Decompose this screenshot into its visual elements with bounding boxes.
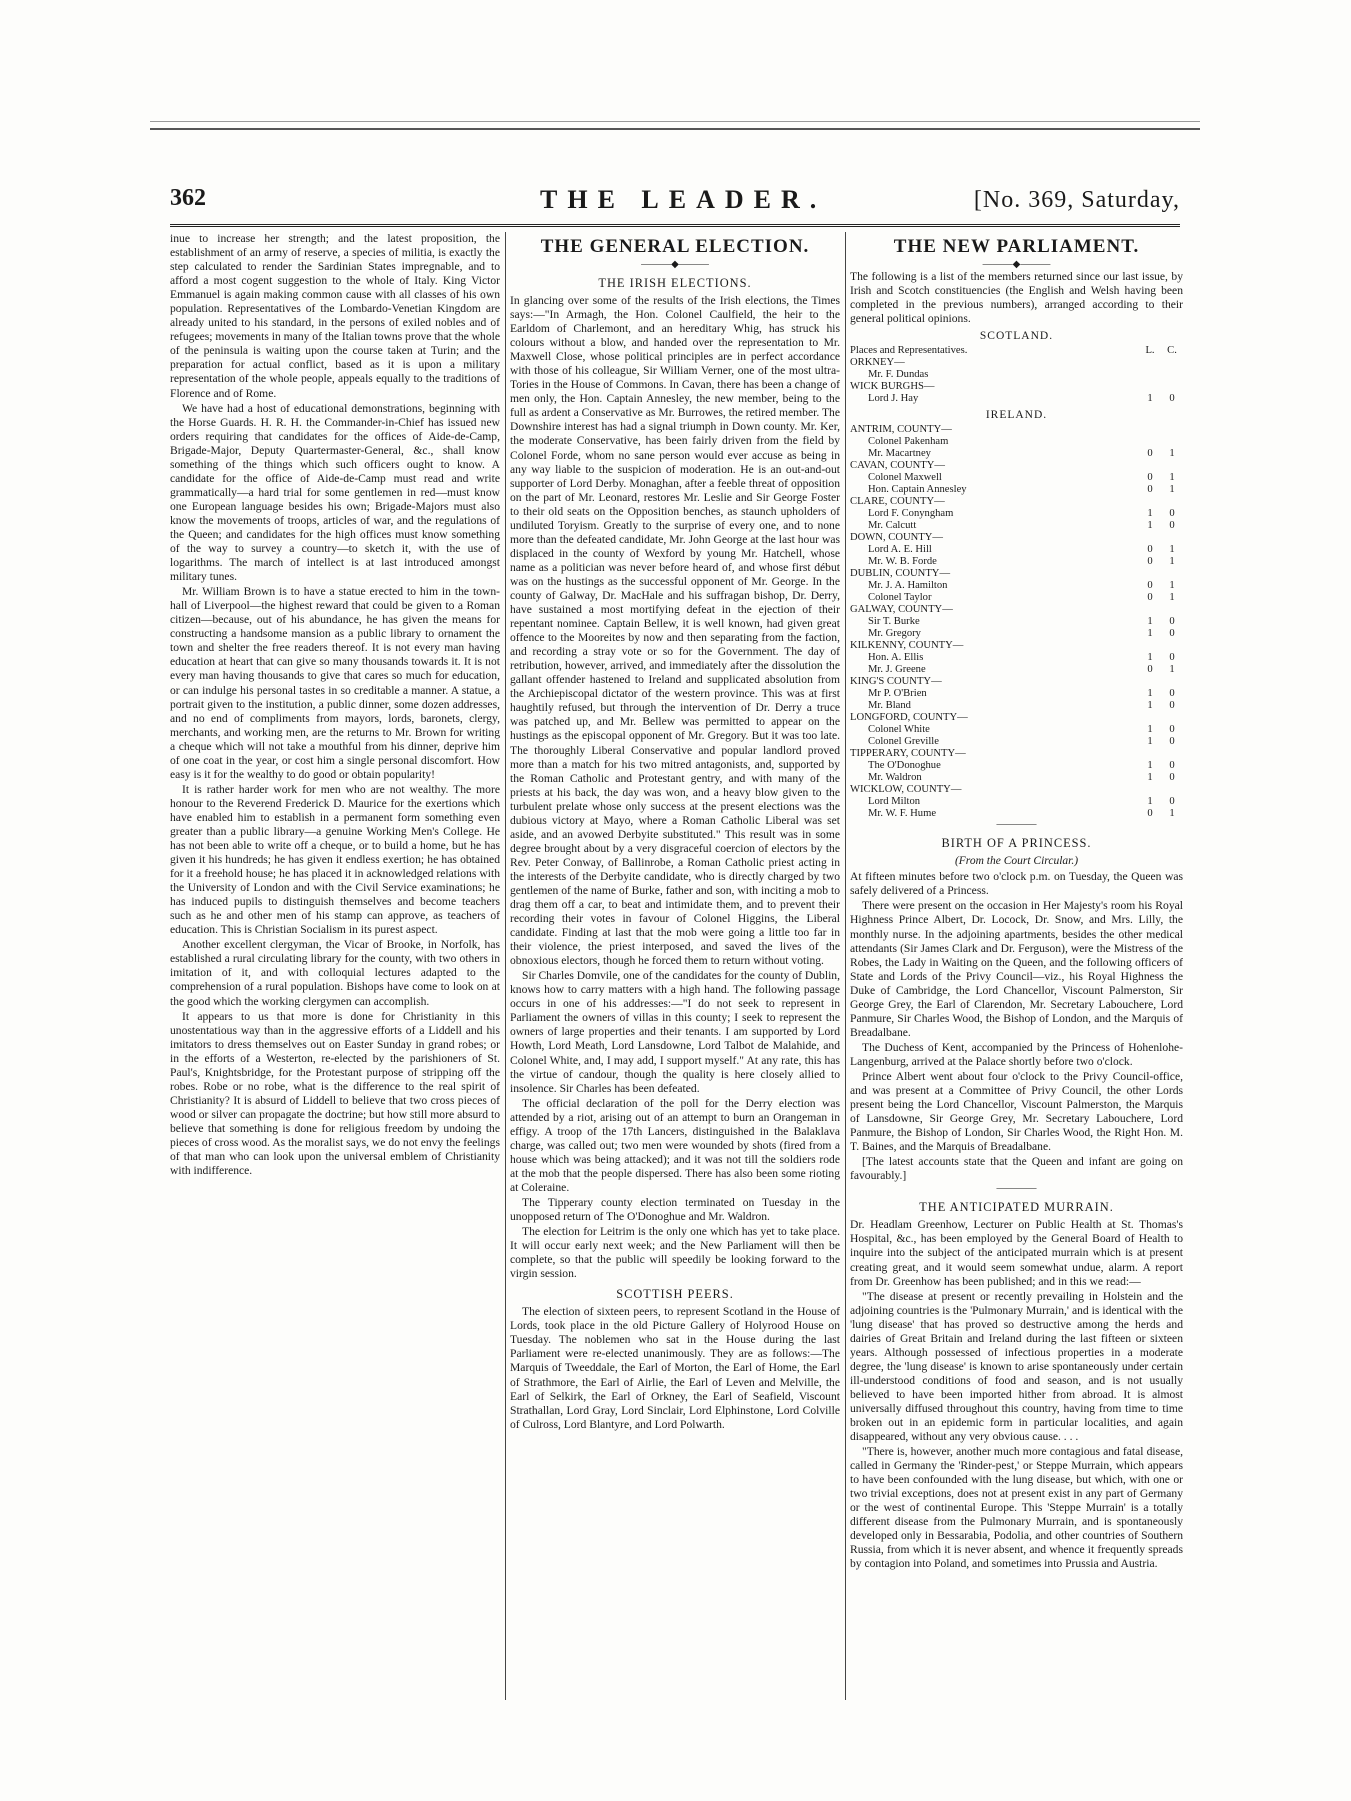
- liberal-count: 1: [1147, 393, 1153, 405]
- conservative-count: 0: [1169, 393, 1175, 405]
- member-name: Mr. W. F. Hume: [868, 808, 937, 820]
- conservative-count: 0: [1169, 652, 1175, 664]
- paragraph: Prince Albert went about four o'clock to the Privy Council-office, and was present at a Committee of Privy Council, the other Lords present being the Lord Chancellor, Viscount Palmerston, the Marquis of Lansdowne, Sir George Grey, Mr. Secretary Labouchere, Lord Panmure, the Bishop of London, Sir Charles Wood, the Right Hon. M. T. Baines, and the Marquis of Breadalbane.: [850, 1069, 1183, 1154]
- member-row: [850, 724, 1183, 736]
- member-name: Mr. J. A. Hamilton: [868, 580, 948, 592]
- column-1: [170, 232, 500, 1700]
- constituency-name: TIPPERARY, COUNTY—: [850, 748, 966, 760]
- conservative-count: 1: [1169, 484, 1175, 496]
- member-name: Lord F. Conyngham: [868, 508, 954, 520]
- constituency-name: KILKENNY, COUNTY—: [850, 640, 964, 652]
- paragraph: The Duchess of Kent, accompanied by the Princess of Hohenlohe-Langenburg, arrived at the Palace shortly before two o'clock.: [850, 1040, 1183, 1068]
- member-name: Mr. F. Dundas: [868, 369, 929, 381]
- member-row: [850, 520, 1183, 532]
- header-places: Places and Representatives.: [850, 345, 968, 357]
- constituency-name: GALWAY, COUNTY—: [850, 604, 953, 616]
- article-heading: BIRTH OF A PRINCESS.: [941, 836, 1092, 851]
- liberal-count: 0: [1147, 808, 1153, 820]
- paragraph: The official declaration of the poll for the Derry election was attended by a riot, arising out of an attempt to burn an Orangeman in effigy. A troop of the 17th Lancers, distinguished in the Balaklava charge, was called out; two men were wounded by shots (fired from a house which was being attacked); and it was not till the soldiers rode at the mob that the people dispersed. There has also been some rioting at Coleraine.: [510, 1096, 840, 1194]
- member-name: Mr P. O'Brien: [868, 688, 927, 700]
- paragraph: In glancing over some of the results of the Irish elections, the Times says:—"In Armagh, the Hon. Colonel Caulfield, the heir to the Earldom of Charlemont, and an hereditary Whig, has struck his colours without a blow, and handed over the representation to Mr. Maxwell Close, whose political principles are in perfect accordance with those of his colleague, Sir William Verner, one of the most ultra-Tories in the House of Commons. In Cavan, there has been a change of men only, the Hon. Captain Annesley, the new member, being to the full as ardent a Conservative as Mr. Burrowes, the retired member. The Downshire interest has had a signal triumph in Down county. Mr. Ker, the moderate Conservative, has been fairly driven from the field by Colonel Forde, whom no sane person would ever accuse as being in any way liable to the suspicion of moderation. He is an out-and-out supporter of Lord Derby. Monaghan, after a feeble threat of opposition on the part of Mr. Leonard, restores Mr. Leslie and Sir George Foster to their old seats on the Opposition benches, as staunch upholders of undiluted Toryism. Greatly to the surprise of every one, and to none more than the defeated candidate, Mr. John George at the last hour was displaced in the county of Wexford by young Mr. Hatchell, whose name as a politician was never before heard of, and whose first début was on the hustings as the successful opponent of Mr. George. In the county of Galway, Dr. MacHale and his suffragan bishop, Dr. Derry, have sustained a most mortifying defeat in the ejection of their repentant nominee. Captain Bellew, it is well known, had given great offence to the Mooreites by now and then separating from the faction, and recording a stray vote or so for the Government. The day of retribution, however, arrived, and immediately after the dissolution the gallant offender hastened to Ireland and supplicated absolution from the Archiepiscopal dictator of the western province. This was at first haughtily refused, but through the intervention of Dr. Derry a truce was patched up, and Mr. Bellew was permitted to appear on the hustings as the episcopal opponent of Mr. Gregory. But it was too late. The thoroughly Liberal Conservative and popular landlord proved more than a match for his two mitred antagonists, and, supported by the Roman Catholic and Protestant gentry, and with many of the priests at his back, the day was won, and a heavy blow given to the turbulent prelate whose only success at the present elections was the dubious victory at Mayo, where a Roman Catholic Liberal was set aside, and an avowed Derbyite substituted." This result was in some degree brought about by a very disgraceful coercion of electors by the Rev. Peter Conway, of Ballinrobe, a Roman Catholic priest acting in the interests of the Derbyite candidate, who is directly charged by two gentlemen of the name of Burke, father and son, with inciting a mob to drag them off a car, to beat and intimidate them, and to prevent their recording their votes in favour of Colonel Higgins, the Liberal candidate. Finding at last that the mob were going a little too far in their violence, the priest interposed, and saved the lives of the obnoxious electors, though he forced them to return without voting.: [510, 294, 840, 968]
- constituency-row: [850, 357, 1183, 369]
- member-name: Colonel Greville: [868, 736, 939, 748]
- liberal-count: [1139, 436, 1161, 448]
- conservative-count: [1161, 436, 1183, 448]
- member-row: [850, 700, 1183, 712]
- paragraph: Dr. Headlam Greenhow, Lecturer on Public Health at St. Thomas's Hospital, &c., has been employed by the General Board of Health to inquire into the subject of the anticipated murrain which is at present creating great, and it would seem somewhat undue, alarm. A report from Dr. Greenhow has been published; and in this we read:—: [850, 1218, 1183, 1288]
- member-row: [850, 369, 1183, 381]
- constituency-name: ANTRIM, COUNTY—: [850, 424, 952, 436]
- members-table-ireland: [850, 424, 1183, 820]
- member-name: Mr. J. Greene: [868, 664, 926, 676]
- ornament-divider: ———◆———: [982, 259, 1051, 270]
- constituency-row: [850, 748, 1183, 760]
- member-row: [850, 772, 1183, 784]
- liberal-count: 0: [1147, 580, 1153, 592]
- member-name: Hon. Captain Annesley: [868, 484, 967, 496]
- paragraph: It is rather harder work for men who are not wealthy. The more honour to the Reverend Frederick D. Maurice for the exertions which have enabled him to establish in a permanent form something even greater than a public library—a genuine Working Men's College. He has not been able to write off a cheque, or to build a home, but he has given it his hundreds; he has given it endless exertion; he has obtained for it a freehold house; he has placed it in acknowledged relations with the University of London and with the Civil Service examinations; he has induced pupils to distinguish themselves and become teachers such as he and other men of his stamp can approve, as teachers of education. This is Christian Socialism in its purest aspect.: [170, 782, 500, 937]
- paragraph: Another excellent clergyman, the Vicar of Brooke, in Norfolk, has established a rural circulating library for the county, with two others in imitation of it, and with colloquial lectures adapted to the comprehension of a rural population. Bishops have come to look on at the good which the working clergymen can accomplish.: [170, 938, 500, 1008]
- paragraph: The Tipperary county election terminated on Tuesday in the unopposed return of The O'Donoghue and Mr. Waldron.: [510, 1196, 840, 1224]
- constituency-name: CLARE, COUNTY—: [850, 496, 945, 508]
- liberal-count: [1139, 369, 1161, 381]
- constituency-row: [850, 784, 1183, 796]
- constituency-name: WICKLOW, COUNTY—: [850, 784, 962, 796]
- member-name: Hon. A. Ellis: [868, 652, 924, 664]
- member-row: [850, 652, 1183, 664]
- liberal-count: 0: [1147, 544, 1153, 556]
- conservative-count: 1: [1169, 592, 1175, 604]
- member-row: [850, 688, 1183, 700]
- header-conservative: C.: [1167, 345, 1177, 357]
- conservative-count: 1: [1169, 664, 1175, 676]
- member-name: Colonel Pakenham: [868, 436, 949, 448]
- paragraph: Mr. William Brown is to have a statue erected to him in the town-hall of Liverpool—the highest reward that could be given to a Roman citizen—because, out of his abundance, he has given the means for constructing a handsome mansion as a public library to ornament the town and shelter the free readers thereof. It is not every man having education at heart that can give so many thousands towards it. It is not every man having thousands to give that cares so much for education, or can indulge his personal tastes in so creditable a manner. A statue, a portrait given to the institution, a public dinner, some dozen addresses, and no end of compliments from mayors, lords, baronets, clergy, merchants, and working men, are the returns to Mr. Brown for writing a cheque which will not take a mouthful from his dinner, deprive him of one coat in the year, or cost him a single personal discomfort. How easy is it for the wealthy to do good or obtain popularity!: [170, 585, 500, 781]
- member-row: [850, 616, 1183, 628]
- liberal-count: 1: [1147, 628, 1153, 640]
- paragraph: Sir Charles Domvile, one of the candidates for the county of Dublin, knows how to carry matters with a high hand. The following passage occurs in one of his addresses:—"I do not seek to represent in Parliament the owners of villas in this county; I seek to represent the owners of large properties and their tenants. I am supported by Lord Howth, Lord Meath, Lord Lansdowne, Lord Talbot de Malahide, and Colonel White, and, I may add, I support myself." At any rate, this has the virtue of candour, though the quality is here closely allied to insolence. Sir Charles has been defeated.: [510, 969, 840, 1095]
- table-header-row: [850, 345, 1183, 357]
- liberal-count: 0: [1147, 664, 1153, 676]
- article-heading: SCOTTISH PEERS.: [616, 1287, 734, 1302]
- liberal-count: 1: [1147, 736, 1153, 748]
- header-liberal: L.: [1145, 345, 1155, 357]
- member-row: [850, 664, 1183, 676]
- paragraph: The following is a list of the members returned since our last issue, by Irish and Scotch constituencies (the English and Welsh having been completed in the previous numbers), arranged according to their general political opinions.: [850, 270, 1183, 326]
- liberal-count: 1: [1147, 520, 1153, 532]
- section-heading: THE NEW PARLIAMENT.: [893, 236, 1140, 257]
- member-row: [850, 448, 1183, 460]
- conservative-count: 0: [1169, 736, 1175, 748]
- masthead: [170, 185, 1180, 221]
- constituency-row: [850, 460, 1183, 472]
- liberal-count: 1: [1147, 688, 1153, 700]
- constituency-row: [850, 568, 1183, 580]
- member-name: Mr. Waldron: [868, 772, 922, 784]
- section-heading: THE GENERAL ELECTION.: [540, 236, 810, 257]
- column-divider: [845, 232, 846, 1700]
- conservative-count: 0: [1169, 688, 1175, 700]
- member-name: Sir T. Burke: [868, 616, 920, 628]
- column-2: [510, 232, 840, 1700]
- constituency-name: CAVAN, COUNTY—: [850, 460, 945, 472]
- conservative-count: [1161, 369, 1183, 381]
- column-divider: [505, 232, 506, 1700]
- member-name: Colonel Maxwell: [868, 472, 942, 484]
- liberal-count: 1: [1147, 772, 1153, 784]
- constituency-row: [850, 712, 1183, 724]
- member-row: [850, 544, 1183, 556]
- constituency-name: DUBLIN, COUNTY—: [850, 568, 951, 580]
- liberal-count: 1: [1147, 616, 1153, 628]
- member-row: [850, 556, 1183, 568]
- constituency-name: WICK BURGHS—: [850, 381, 935, 393]
- constituency-name: KING'S COUNTY—: [850, 676, 942, 688]
- member-row: [850, 436, 1183, 448]
- constituency-name: ORKNEY—: [850, 357, 905, 369]
- paragraph: [The latest accounts state that the Queen and infant are going on favourably.]: [850, 1155, 1183, 1183]
- conservative-count: 0: [1169, 760, 1175, 772]
- liberal-count: 1: [1147, 724, 1153, 736]
- member-name: Colonel Taylor: [868, 592, 932, 604]
- member-row: [850, 393, 1183, 405]
- conservative-count: 1: [1169, 448, 1175, 460]
- conservative-count: 0: [1169, 772, 1175, 784]
- paragraph: The election of sixteen peers, to represent Scotland in the House of Lords, took place in the old Picture Gallery of Holyrood House on Tuesday. The noblemen who sat in the House during the last Parliament were re-elected unanimously. They are as follows:—The Marquis of Tweeddale, the Earl of Morton, the Earl of Home, the Earl of Strathmore, the Earl of Airlie, the Earl of Leven and Melville, the Earl of Selkirk, the Earl of Orkney, the Earl of Seafield, Viscount Strathallan, Lord Gray, Lord Sinclair, Lord Elphinstone, Lord Colville of Culross, Lord Blantyre, and Lord Polwarth.: [510, 1305, 840, 1431]
- member-name: Mr. Gregory: [868, 628, 921, 640]
- conservative-count: 1: [1169, 808, 1175, 820]
- masthead-rule: [170, 224, 1180, 227]
- newspaper-title: THE LEADER.: [540, 185, 827, 214]
- member-row: [850, 472, 1183, 484]
- conservative-count: 1: [1169, 544, 1175, 556]
- member-name: The O'Donoghue: [868, 760, 941, 772]
- constituency-row: [850, 676, 1183, 688]
- paragraph: "There is, however, another much more contagious and fatal disease, called in Germany the 'Rinder-pest,' or Steppe Murrain, which appears to have been confounded with the lung disease, but which, with one or two trivial exceptions, does not at present exist in any part of Germany or the west of continental Europe. This 'Steppe Murrain' is a totally different disease from the Pulmonary Murrain, and is spontaneously developed only in Bessarabia, Podolia, and other countries of Southern Russia, from which it is never absent, and whence it frequently spreads by contagion into Poland, and sometimes into Prussia and Austria.: [850, 1445, 1183, 1571]
- conservative-count: 0: [1169, 796, 1175, 808]
- constituency-row: [850, 640, 1183, 652]
- liberal-count: 0: [1147, 592, 1153, 604]
- member-row: [850, 760, 1183, 772]
- scan-edge-line: [150, 121, 1200, 122]
- member-row: [850, 508, 1183, 520]
- members-table-scotland: [850, 345, 1183, 405]
- member-row: [850, 484, 1183, 496]
- conservative-count: 1: [1169, 580, 1175, 592]
- member-row: [850, 628, 1183, 640]
- liberal-count: 0: [1147, 484, 1153, 496]
- member-name: Colonel White: [868, 724, 930, 736]
- issue-label: [No. 369, Saturday,: [973, 187, 1180, 213]
- member-name: Mr. Calcutt: [868, 520, 917, 532]
- region-label: SCOTLAND.: [979, 330, 1054, 343]
- conservative-count: 0: [1169, 520, 1175, 532]
- liberal-count: 1: [1147, 760, 1153, 772]
- conservative-count: 0: [1169, 628, 1175, 640]
- paragraph: "The disease at present or recently prevailing in Holstein and the adjoining countries is the 'Pulmonary Murrain,' and is identical with the 'lung disease' that has proved so destructive among the herds and dairies of Great Britain and Ireland during the last fifteen or sixteen years. Although possessed of infectious properties in a moderate degree, the 'lung disease' is known to arise spontaneously under certain ill-understood conditions of food and season, and is not usually believed to have been imported hither from abroad. It is almost universally diffused throughout this country, having from time to time broken out in an epidemic form in particular localities, and again disappeared, without any very obvious cause. . . .: [850, 1289, 1183, 1444]
- constituency-row: [850, 381, 1183, 393]
- paragraph: We have had a host of educational demonstrations, beginning with the Horse Guards. H. R. H. the Commander-in-Chief has issued new orders requiring that candidates for the offices of Aide-de-Camp, Brigade-Major, Deputy Quartermaster-General, &c., shall know something of the things which such officers ought to know. A candidate for the office of Aide-de-Camp must read and write grammatically—a hard trial for some gentlemen in red—must know one European language besides his own; Brigade-Majors must also know the movements of troops, articles of war, and the regulations of the Queen; and candidates for the high offices must know something of the way to survey a country—to sketch it, with the use of logarithms. The march of intellect is at last introduced amongst military tunes.: [170, 401, 500, 584]
- scan-edge-line: [150, 128, 1200, 130]
- liberal-count: 0: [1147, 556, 1153, 568]
- constituency-row: [850, 532, 1183, 544]
- article-heading: THE ANTICIPATED MURRAIN.: [919, 1200, 1114, 1215]
- constituency-row: [850, 424, 1183, 436]
- column-3: [850, 232, 1183, 1700]
- liberal-count: 1: [1147, 652, 1153, 664]
- member-name: Mr. Bland: [868, 700, 911, 712]
- ornament-divider: ————: [996, 819, 1037, 831]
- member-name: Lord Milton: [868, 796, 921, 808]
- conservative-count: 0: [1169, 724, 1175, 736]
- liberal-count: 0: [1147, 472, 1153, 484]
- constituency-name: LONGFORD, COUNTY—: [850, 712, 968, 724]
- region-label: IRELAND.: [985, 409, 1048, 422]
- constituency-row: [850, 496, 1183, 508]
- ornament-divider: ———◆———: [641, 259, 709, 270]
- liberal-count: 1: [1147, 796, 1153, 808]
- member-name: Lord A. E. Hill: [868, 544, 932, 556]
- paragraph: At fifteen minutes before two o'clock p.m. on Tuesday, the Queen was safely delivered of a Princess.: [850, 870, 1183, 898]
- liberal-count: 1: [1147, 700, 1153, 712]
- page-number: 362: [170, 185, 206, 211]
- member-row: [850, 592, 1183, 604]
- member-name: Mr. W. B. Forde: [868, 556, 937, 568]
- article-source: (From the Court Circular.): [954, 855, 1079, 868]
- member-name: Lord J. Hay: [868, 393, 919, 405]
- member-row: [850, 736, 1183, 748]
- liberal-count: 1: [1147, 508, 1153, 520]
- article-heading: THE IRISH ELECTIONS.: [598, 276, 752, 290]
- ornament-divider: ————: [996, 1183, 1037, 1195]
- member-name: Mr. Macartney: [868, 448, 931, 460]
- conservative-count: 1: [1169, 472, 1175, 484]
- conservative-count: 0: [1169, 700, 1175, 712]
- paragraph: There were present on the occasion in Her Majesty's room his Royal Highness Prince Albert, Dr. Locock, Dr. Snow, and Mrs. Lilly, the monthly nurse. In the adjoining apartments, besides the other medical attendants (Sir James Clark and Dr. Ferguson), were the Mistress of the Robes, the Lady in Waiting on the Queen, and the following officers of State and Lords of the Privy Council—viz., his Royal Highness the Duke of Cambridge, the Lord Chancellor, Viscount Palmerston, Sir George Grey, the Earl of Clarendon, Mr. Secretary Labouchere, Lord Panmure, Sir Charles Wood, the Bishop of London, and the Marquis of Breadalbane.: [850, 899, 1183, 1039]
- conservative-count: 1: [1169, 556, 1175, 568]
- member-row: [850, 580, 1183, 592]
- conservative-count: 0: [1169, 508, 1175, 520]
- paragraph: The election for Leitrim is the only one which has yet to take place. It will occur early next week; and the New Parliament will then be complete, so that the public will speedily be looking forward to the virgin session.: [510, 1225, 840, 1281]
- constituency-name: DOWN, COUNTY—: [850, 532, 943, 544]
- paragraph: It appears to us that more is done for Christianity in this unostentatious way than in the aggressive efforts of a Liddell and his imitators to dress themselves out on Easter Sunday in grand robes; or in the efforts of a Westerton, re-elected by the parishioners of St. Paul's, Knightsbridge, for the Protestant purpose of stripping off the robes. Robe or no robe, what is the difference to the real spirit of Christianity? It is absurd of Liddell to believe that two cross pieces of wood or silver can propagate the doctrine; but how still more absurd to believe that something is done for religious freedom by undoing the pieces of cross wood. As the moralist says, we do not envy the feelings of that man who can look upon the universal emblem of Christianity with indifference.: [170, 1009, 500, 1178]
- member-row: [850, 796, 1183, 808]
- constituency-row: [850, 604, 1183, 616]
- liberal-count: 0: [1147, 448, 1153, 460]
- paragraph: inue to increase her strength; and the latest proposition, the establishment of an army of reserve, a species of militia, is exactly the step calculated to render the Sardinian States impregnable, and to afford a most cogent suggestion to the whole of Italy. King Victor Emmanuel is again making common cause with all classes of his own population. Representatives of the Lombardo-Venetian Kingdom are already united to his standard, in the persons of exiled nobles and of refugees; movements in many of the Italian towns prove that the whole of the peninsula is waiting upon the course taken at Turin; and the preparation for actual conflict, based as it is upon a military representation of the whole people, appeals equally to the traditions of Florence and of Rome.: [170, 232, 500, 400]
- conservative-count: 0: [1169, 616, 1175, 628]
